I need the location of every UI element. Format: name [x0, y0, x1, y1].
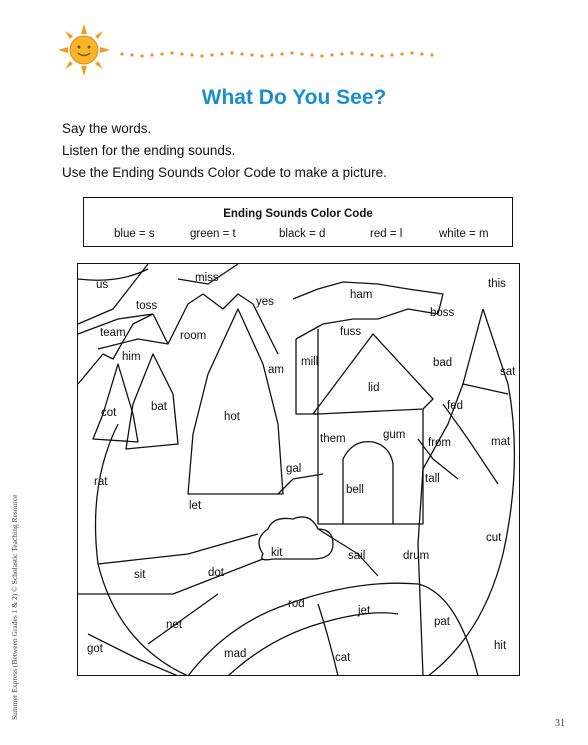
- decorative-dots: [118, 46, 438, 60]
- word-toss: toss: [136, 300, 158, 312]
- word-hot: hot: [224, 411, 240, 423]
- word-am: am: [268, 364, 284, 376]
- word-them: them: [320, 433, 346, 445]
- word-bat: bat: [151, 401, 167, 413]
- word-cot: cot: [101, 407, 117, 419]
- word-let: let: [189, 500, 202, 512]
- word-sat: sat: [500, 366, 516, 378]
- word-from: from: [428, 437, 451, 449]
- word-room: room: [180, 330, 207, 342]
- page-number: 31: [555, 718, 565, 729]
- word-sit: sit: [134, 569, 146, 581]
- color-code-green: green = t: [190, 228, 236, 240]
- side-credit: Summer Express (Between Grades 1 & 2) © Scholastic Teaching Resource: [10, 494, 19, 720]
- word-gal: gal: [286, 463, 302, 475]
- word-pat: pat: [434, 616, 450, 628]
- word-rod: rod: [288, 598, 305, 610]
- instruction-2: Listen for the ending sounds.: [62, 143, 236, 158]
- word-team: team: [100, 327, 126, 339]
- color-code-blue: blue = s: [114, 228, 155, 240]
- word-lid: lid: [368, 382, 380, 394]
- word-miss: miss: [195, 272, 219, 284]
- word-boss: boss: [430, 307, 455, 319]
- word-mad: mad: [224, 648, 247, 660]
- word-net: net: [166, 619, 182, 631]
- word-jet: jet: [358, 605, 371, 617]
- word-yes: yes: [256, 296, 274, 308]
- color-code-black: black = d: [279, 228, 326, 240]
- word-us: us: [96, 279, 109, 291]
- word-hit: hit: [494, 640, 507, 652]
- word-ham: ham: [350, 289, 373, 301]
- coloring-picture: [77, 263, 520, 676]
- word-drum: drum: [403, 550, 430, 562]
- instruction-1: Say the words.: [62, 121, 152, 136]
- word-him: him: [122, 351, 141, 363]
- word-sail: sail: [348, 550, 366, 562]
- word-gum: gum: [383, 429, 406, 441]
- word-fed: fed: [447, 400, 463, 412]
- word-dot: dot: [208, 567, 224, 579]
- color-code-box: [83, 197, 513, 247]
- word-rat: rat: [94, 476, 108, 488]
- word-got: got: [87, 643, 103, 655]
- word-fuss: fuss: [340, 326, 362, 338]
- instruction-3: Use the Ending Sounds Color Code to make a picture.: [62, 165, 387, 180]
- word-bell: bell: [346, 484, 364, 496]
- word-kit: kit: [271, 547, 283, 559]
- word-cat: cat: [335, 652, 351, 664]
- word-tall: tall: [425, 473, 440, 485]
- word-mat: mat: [491, 436, 511, 448]
- word-cut: cut: [486, 532, 502, 544]
- color-code-white: white = m: [439, 228, 489, 240]
- page-title: What Do You See?: [201, 86, 387, 109]
- sun-icon: [58, 24, 110, 76]
- word-bad: bad: [433, 357, 453, 369]
- word-mill: mill: [301, 356, 319, 368]
- color-code-title: Ending Sounds Color Code: [223, 208, 373, 220]
- color-code-red: red = l: [370, 228, 403, 240]
- word-this: this: [488, 278, 506, 290]
